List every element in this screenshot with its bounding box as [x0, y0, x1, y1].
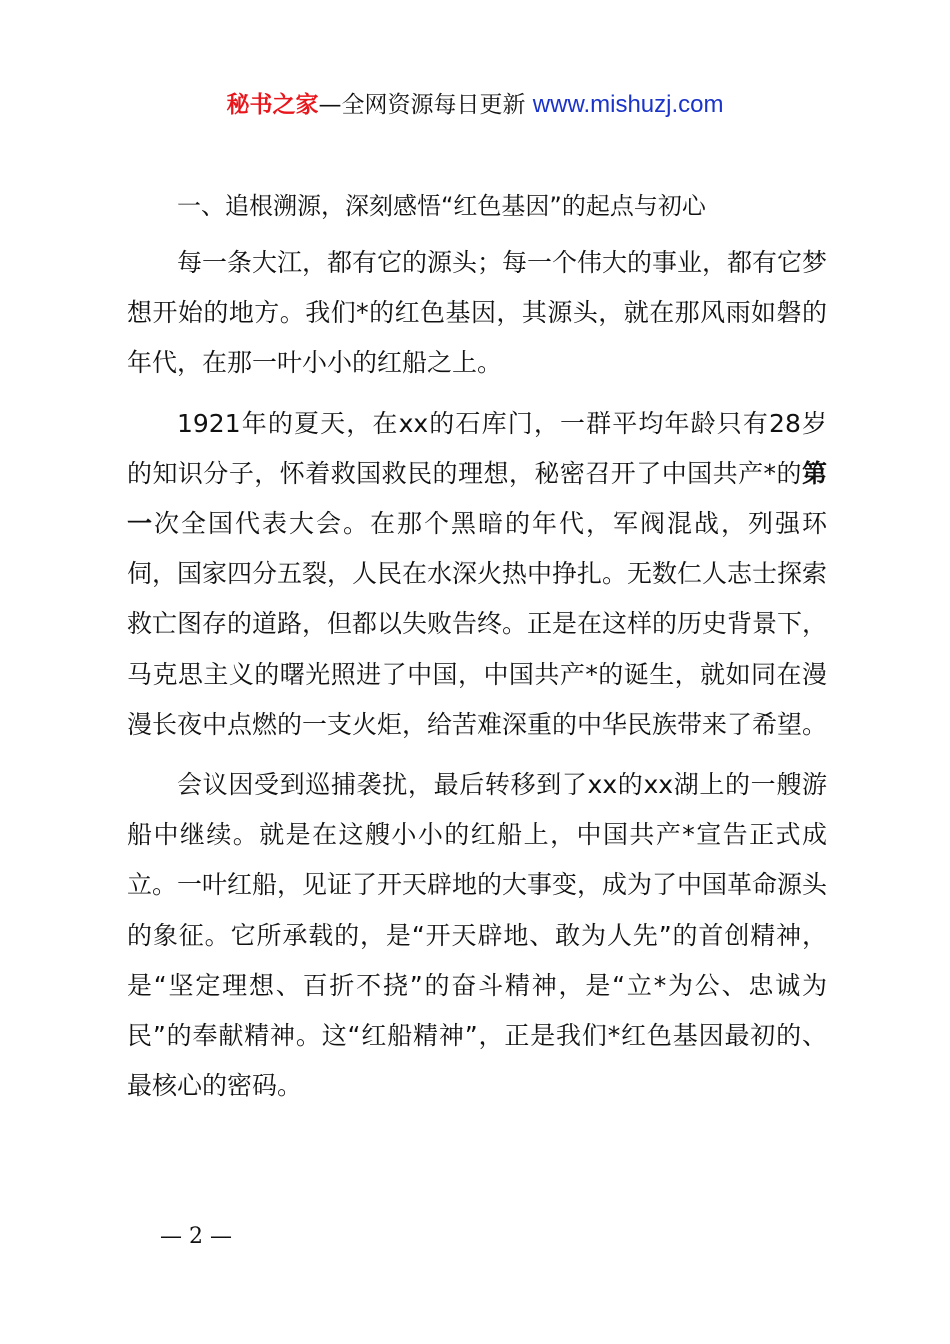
paragraph-1: 每一条大江，都有它的源头；每一个伟大的事业，都有它梦想开始的地方。我们*的红色基因，其源头，就在那风雨如磐的年代，在那一叶小小的红船之上。	[127, 248, 828, 378]
brand-name: 秘书之家	[226, 92, 319, 118]
paragraph-2-bold-text: 第一	[127, 458, 827, 539]
page-number: — 2 —	[160, 1224, 232, 1249]
paragraph-2-text-after: 次全国代表大会。在那个黑暗的年代，军阀混战，列强环伺，国家四分五裂，人民在水深火热中挣扎。无数仁人志士探索救亡图存的道路，但都以失败告终。正是在这样的历史背景下，马克思主义的曙光照进了中国，中国共产*的诞生，就如同在漫漫长夜中点燃的一支火炬，给苦难深重的中华民族带来了希望。	[127, 509, 828, 739]
section-heading: 一、追根溯源，深刻感悟“红色基因”的起点与初心	[177, 192, 706, 220]
document-body	[127, 184, 827, 1121]
paragraph-3: 会议因受到巡捕袭扰，最后转移到了xx的xx湖上的一艘游船中继续。就是在这艘小小的红船上，中国共产*宣告正式成立。一叶红船，见证了开天辟地的大事变，成为了中国革命源头的象征。它所承载的，是“开天辟地、敢为人先”的首创精神，是“坚定理想、百折不挠”的奋斗精神，是“立*为公、忠诚为民”的奉献精神。这“红船精神”，正是我们*红色基因最初的、最核心的密码。	[127, 770, 828, 1101]
page-header	[0, 88, 950, 122]
paragraph-2-text-before: 1921年的夏天，在xx的石库门，一群平均年龄只有28岁的知识分子，怀着救国救民的理想，秘密召开了中国共产*的	[127, 408, 827, 488]
paragraph-2	[127, 399, 827, 750]
header-tagline: —全网资源每日更新	[318, 92, 533, 118]
website-url-link[interactable]: www.mishuzj.com	[532, 91, 724, 118]
